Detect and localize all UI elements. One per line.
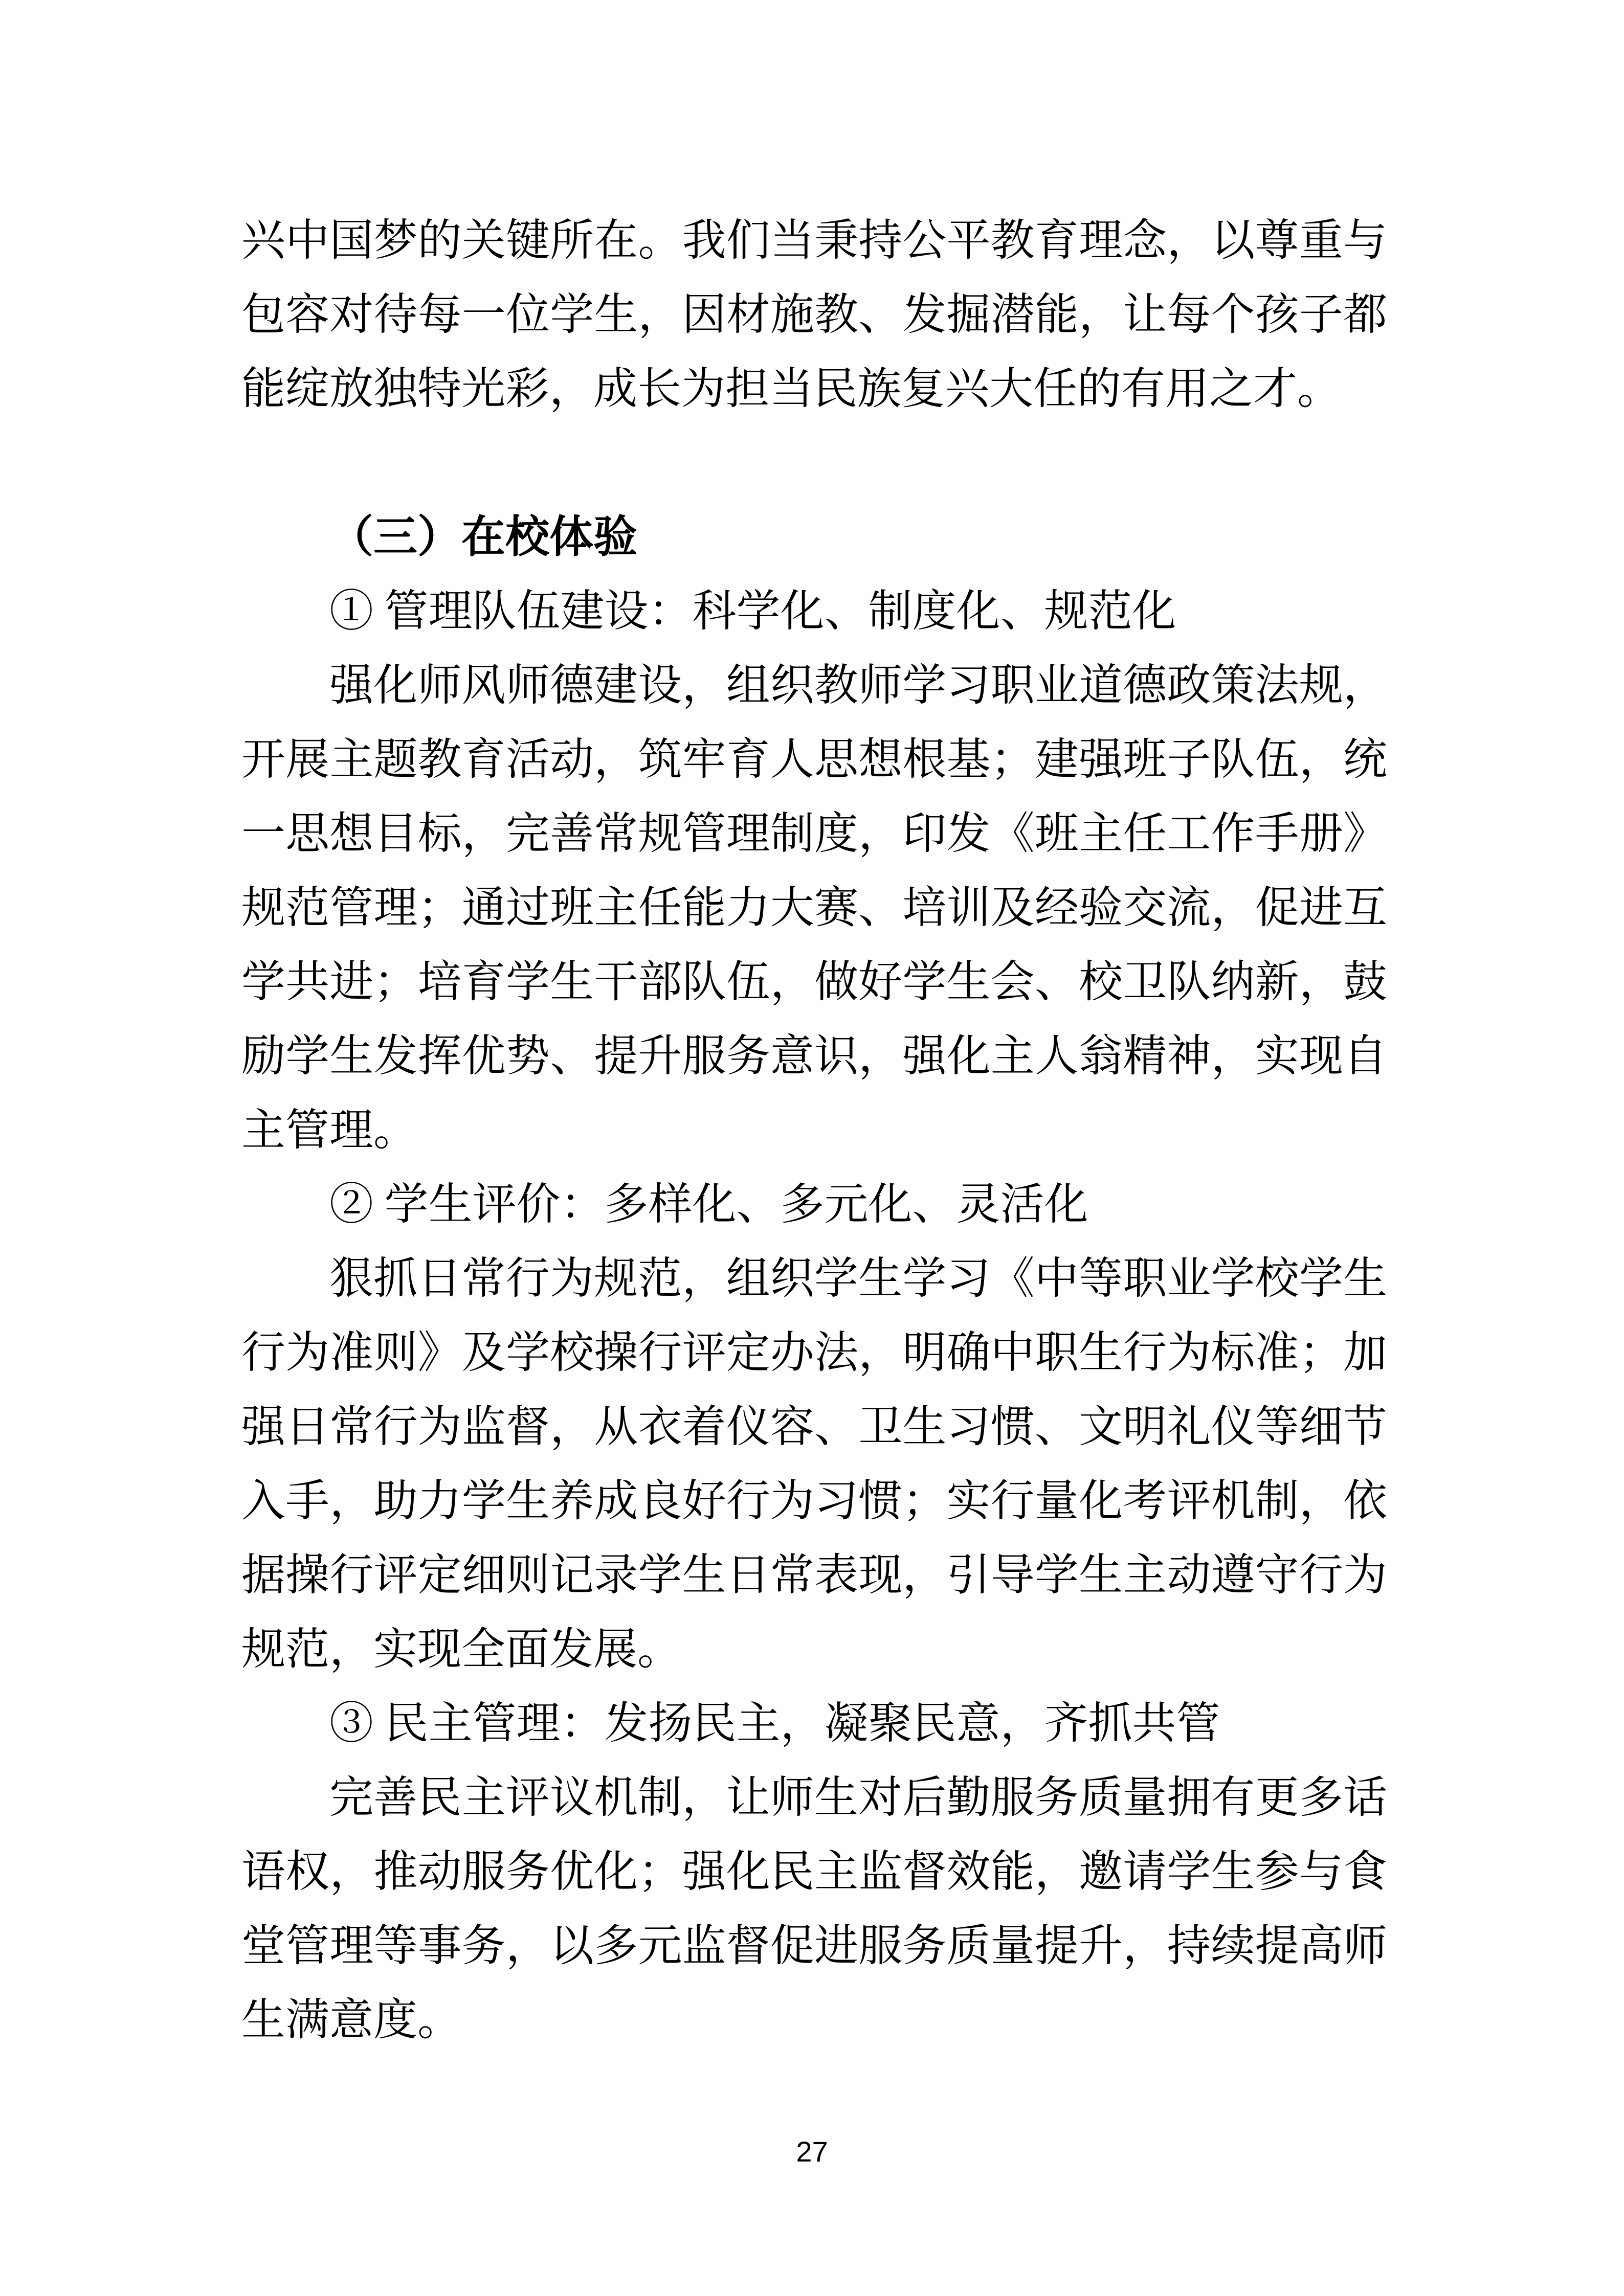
body-line: 狠抓日常行为规范，组织学生学习《中等职业学校学生 bbox=[329, 1254, 1387, 1303]
body-line: 开展主题教育活动，筑牢育人思想根基；建强班子队伍，统 bbox=[241, 735, 1387, 784]
body-line: 语权，推动服务优化；强化民主监督效能，邀请学生参与食 bbox=[241, 1847, 1387, 1896]
numbered-item-2: ② 学生评价：多样化、多元化、灵活化 bbox=[329, 1180, 1088, 1229]
body-line: 强日常行为监督，从衣着仪容、卫生习惯、文明礼仪等细节 bbox=[241, 1402, 1387, 1451]
section-heading: （三）在校体验 bbox=[329, 512, 637, 561]
body-line: 主管理。 bbox=[241, 1106, 417, 1155]
body-line: 规范，实现全面发展。 bbox=[241, 1625, 681, 1674]
body-line: 生满意度。 bbox=[241, 1995, 461, 2044]
body-line: 兴中国梦的关键所在。我们当秉持公平教育理念，以尊重与 bbox=[241, 216, 1387, 265]
body-line: 入手，助力学生养成良好行为习惯；实行量化考评机制，依 bbox=[241, 1476, 1387, 1525]
body-line: 学共进；培育学生干部队伍，做好学生会、校卫队纳新，鼓 bbox=[241, 957, 1387, 1006]
body-line: 励学生发挥优势、提升服务意识，强化主人翁精神，实现自 bbox=[241, 1031, 1387, 1081]
body-line: 规范管理；通过班主任能力大赛、培训及经验交流，促进互 bbox=[241, 883, 1387, 932]
page-number: 27 bbox=[796, 2135, 828, 2168]
body-line: 包容对待每一位学生，因材施教、发掘潜能，让每个孩子都 bbox=[241, 290, 1387, 339]
blank-line bbox=[241, 426, 1387, 500]
body-line: 强化师风师德建设，组织教师学习职业道德政策法规， bbox=[329, 661, 1387, 710]
body-line: 能绽放独特光彩，成长为担当民族复兴大任的有用之才。 bbox=[241, 364, 1341, 413]
body-line: 完善民主评议机制，让师生对后勤服务质量拥有更多话 bbox=[329, 1773, 1387, 1822]
body-line: 行为准则》及学校操行评定办法，明确中职生行为标准；加 bbox=[241, 1328, 1387, 1377]
body-line: 一思想目标，完善常规管理制度，印发《班主任工作手册》 bbox=[241, 809, 1387, 858]
numbered-item-1: ① 管理队伍建设：科学化、制度化、规范化 bbox=[329, 587, 1176, 636]
body-line: 堂管理等事务，以多元监督促进服务质量提升，持续提高师 bbox=[241, 1921, 1387, 1970]
body-line: 据操行评定细则记录学生日常表现，引导学生主动遵守行为 bbox=[241, 1550, 1387, 1600]
numbered-item-3: ③ 民主管理：发扬民主，凝聚民意，齐抓共管 bbox=[329, 1699, 1220, 1748]
text-block bbox=[241, 204, 1387, 2057]
